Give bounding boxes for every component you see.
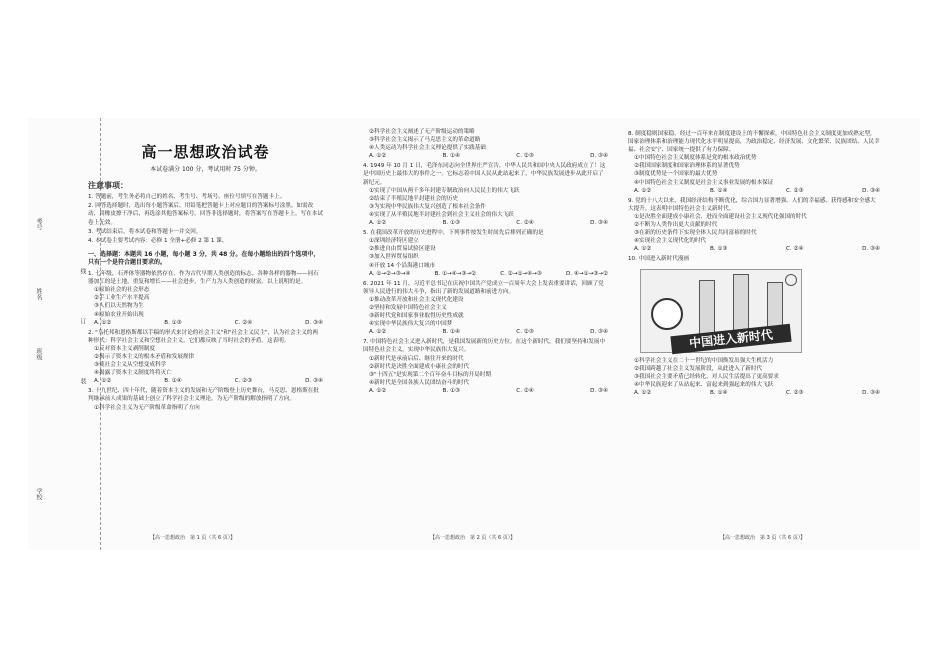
choice-d: D. ③④ [862,389,880,396]
notice-item: 4. 本试卷主要考试内容：必修 1 全册+必修 2 第 1 课。 [88,237,228,244]
option: ④实现了从半殖民地半封建社会到社会主义社会的伟大飞跃 [369,211,514,218]
strip-label-name: 姓名 [35,288,42,300]
notice-item: 1. 答题前，考生务必将自己的姓名、考生号、考场号、座位号填写在答题卡上。 [88,194,286,201]
answer-choices [369,387,608,395]
option: ②坚持和发展中国特色社会主义 [369,304,447,311]
option: ③制度优势是一个国家的最大优势 [634,171,718,178]
choice-d: D. ③④ [590,220,608,227]
option: ④原始农业开始出现 [94,311,144,318]
question-4: 4. 1949 年 10 月 1 日，毛泽东同志向全世界庄严宣告，中华人民共和国中央人民政府成立了！这是中国历史上最伟大的事件之一。它标志着中国人民从此站起来了，中华民族发展进步从此开启了新纪元。 [363,163,606,186]
strip-label-exam-no: 考号 [35,218,42,230]
question-9: 9. 党的十八大以来，我国经济结构不断优化，综合国力显著增强。人们的幸福感、获得感和安全感大大提升。这表明中国特色社会主义新时代。 [628,197,876,212]
option: ③科学社会主义揭示了马克思主义的革命道路 [369,137,481,144]
option: ③在新的历史条件下实现全体人民共同富裕的时代 [634,230,757,237]
option: ③新时代党和国家事业取得历史性成就 [369,313,464,320]
question-10: 10. 中国进入新时代漫画 [628,256,690,263]
choice-b: B. ①→④→③→② [434,270,477,277]
option: ②推进自由贸易试验区建设 [369,246,436,253]
choice-b: B. ①④ [709,187,728,194]
choice-d: D. ③④ [590,329,608,336]
question-7: 7. 中国特色社会主义进入新时代，是我国发展新的历史方位。在这个新时代，我们要坚持和发展中国特色社会主义，实现中华民族伟大复兴。 [363,339,606,354]
choice-d: D. ④→①→③→② [565,270,608,277]
question-6: 6. 2021 年 11 月，习近平总书记在庆祝中国共产党成立一百周年大会上发表重要讲话，回顾了党领导人民进行的伟大斗争，指出了新的发展道路和前进方向。 [363,280,604,295]
cartoon-figure-icon [651,298,683,330]
option: ②新时代是决胜全面建成小康社会的时代 [369,363,470,370]
option: ③加入世界贸易组织 [369,254,419,261]
choice-b: B. ①④ [164,378,182,385]
choice-c: C. ②→①→④→③ [500,270,542,277]
choice-a: A. ①② [369,220,387,227]
option: ②结束了半殖民地半封建社会的历史 [369,195,458,202]
choice-a: A. ①② [369,329,387,336]
cartoon-illustration [640,269,802,353]
option: ①科学社会主义为无产阶级革命指明了方向 [94,404,200,411]
strip-label-school: 学校 [35,488,42,500]
choice-a: A. ①② [369,153,387,160]
page-footer-1: 【高一思想政治 第 1 页（共 6 页）】 [150,535,236,541]
circle-mark-icon [785,274,797,286]
question-5: 5. 在我国改革开放的历史进程中，下列事件按发生时间先后排列正确的是 [363,230,544,237]
answer-choices [634,389,880,397]
choice-d: D. ③④ [862,187,880,194]
page-2-column [363,128,608,397]
notice-item: 2. 回答选择题时，选出每小题答案后，用铅笔把答题卡上对应题目的答案标号涂黑。如需改动，用橡皮擦干净后，再选涂其他答案标号。回答非选择题时，将答案写在答题卡上。写在本试卷上无效。 [88,203,323,226]
choice-c: C. ②④ [516,220,534,227]
option: ②科学社会主义阐述了无产阶级运动的策略 [369,129,475,135]
choice-a: A. ①→②→③→④ [369,270,411,277]
page-3-column [628,128,880,399]
option: ④人类运动为科学社会主义理论提供了实践基础 [369,145,486,152]
option: ③为实现中华民族伟大复兴创造了根本社会条件 [369,203,486,210]
option: ①实现了中国从两千多年封建专制政治向人民民主的伟大飞跃 [369,187,520,194]
choice-a: A. ①② [634,187,652,194]
choice-a: A. ①② [94,378,112,385]
option: ①新时代是承前启后、继往开来的时代 [369,355,464,362]
question-8: 8. 制度稳则国家稳。经过一百年来在制度建设上的不懈探索，中国特色社会主义制度更加成熟定型，国家治理体系和治理能力现代化水平明显提高，为政治稳定、经济发展、文化繁荣、民族团结、人民幸福、社会安宁、国家统一提供了有力保障。 [628,131,880,154]
question-2: 2. "乌托邦和恩格斯都以手稿的形式来讨论的社会主义"和"社会主义民主"，认为社会主义的两种形式：科学社会主义和空想社会主义，它们都反映了当时社会的矛盾。这表明。 [88,329,318,344]
choice-b: B. ①④ [442,329,461,336]
answer-choices [634,187,880,195]
choice-a: A. ①② [634,389,652,396]
option: ③我国社会主要矛盾已经转化，对人民生活提出了更高要求 [634,373,779,380]
answer-choices [94,319,323,327]
choice-c: C. ②③ [516,153,534,160]
option: ④揭露了资本主义制度终将灭亡 [94,370,172,377]
strip-word-bind: 装 [79,378,86,384]
question-3: 3. 十九世纪、四十年代，随着资本主义的发展和无产阶级登上历史舞台，马克思、恩格斯在批判继承前人成果的基础上创立了科学社会主义理论，为无产阶级的解放指明了方向。 [88,388,319,403]
choice-d: D. ③④ [305,378,323,385]
page-footer-2: 【高一思想政治 第 2 页（共 6 页）】 [430,535,516,541]
page-title: 高一思想政治试卷 [141,143,270,161]
choice-b: B. ①③ [442,387,461,394]
choice-a: A. ①② [634,246,652,253]
strip-label-class: 班级 [35,348,42,360]
option: ④新时代是全国各族人民团结奋斗的时代 [369,379,470,386]
option: ④中华民族迎来了从站起来、富起来到强起来的伟大飞跃 [634,381,774,388]
choice-c: C. ②③ [785,389,804,396]
answer-choices [94,377,323,385]
choice-d: D. ③④ [305,319,323,326]
option: ②不断为人类作出更大贡献的时代 [634,222,718,229]
choice-c: C. ②③ [516,329,534,336]
option: ①推动改革开放和社会主义现代化建设 [369,296,464,303]
choice-d: D. ③④ [590,387,608,394]
page-1-column [88,128,323,412]
option: ①原始社会的社会形态 [94,287,150,294]
option: ③使社会主义从空想变成科学 [94,362,167,369]
option: ①是决胜全面建成小康社会、进而全面建设社会主义现代化强国的时代 [634,213,807,220]
option: ④开放 14 个沿海港口城市 [369,262,436,269]
answer-choices [369,219,608,227]
notice-item: 3. 考试结束后，将本试卷和答题卡一并交回。 [88,228,202,235]
section-heading: 一、选择题：本题共 16 小题，每小题 3 分，共 48 分。在每小题给出的四个选项中，只有一个是符合题目要求的。 [88,250,320,266]
choice-b: B. ①④ [442,153,461,160]
option: ①科学社会主义在二十一世纪的中国焕发出强大生机活力 [634,357,774,364]
choice-c: C. ②④ [516,387,534,394]
choice-c: C. ②③ [234,378,253,385]
option: ①深圳经济特区建立 [369,238,419,245]
option: ③"十四五"是实现第二个百年奋斗目标的开局时期 [369,371,492,378]
option: ①中国特色社会主义制度体系是党的根本政治优势 [634,155,757,162]
choice-c: C. ②④ [785,246,804,253]
option: ②揭示了资本主义的根本矛盾和发展规律 [94,353,195,360]
strip-word-line: 线 [79,268,86,274]
strip-word-order: 订 [79,318,86,324]
cartoon-banner [670,323,791,353]
choice-d: D. ③④ [590,153,608,160]
choice-a: A. ①② [94,319,112,326]
choice-a: A. ①② [369,387,387,394]
choice-c: C. ②③ [785,187,804,194]
page-footer-3: 【高一思想政治 第 3 页（共 6 页）】 [720,535,806,541]
option: ②我国国家制度和国家治理体系的显著优势 [634,163,740,170]
cartoon-caption: 中国进入新时代 [688,327,774,350]
option: ④实现社会主义现代化的时代 [634,238,707,245]
option: ②手工业生产水平提高 [94,295,150,302]
notice-heading: 注意事项： [88,181,128,191]
choice-b: B. ①③ [164,319,182,326]
answer-choices [369,152,608,160]
option: ②我国跨越了社会主义发展阶段，从此进入了新时代 [634,365,763,372]
choice-b: B. ①④ [709,389,728,396]
option: ①反对资本主义剥削制度 [94,345,155,352]
choice-c: C. ②④ [234,319,253,326]
choice-b: B. ①③ [442,220,461,227]
question-1: 1. 七年级，石斧体等器物依然存在，作为古代早期人类创造的标志。各种各样的器物——同石器加工的是土地，重复和增长——社会进步，生产力为人类创造的财富。以上说明的是。 [88,271,319,286]
option: ④实现中华民族伟大复兴的中国梦 [369,321,453,328]
option: ④中国特色社会主义制度是社会主义事业发展的根本保证 [634,179,774,186]
exam-subtitle: 本试卷满分 100 分，考试用时 75 分钟。 [150,166,261,174]
answer-choices [634,245,880,253]
choice-b: B. ①③ [709,246,728,253]
answer-choices [369,328,608,336]
choice-d: D. ③④ [862,246,880,253]
option: ③人们以天然物为生 [94,303,144,310]
answer-choices [369,270,608,278]
